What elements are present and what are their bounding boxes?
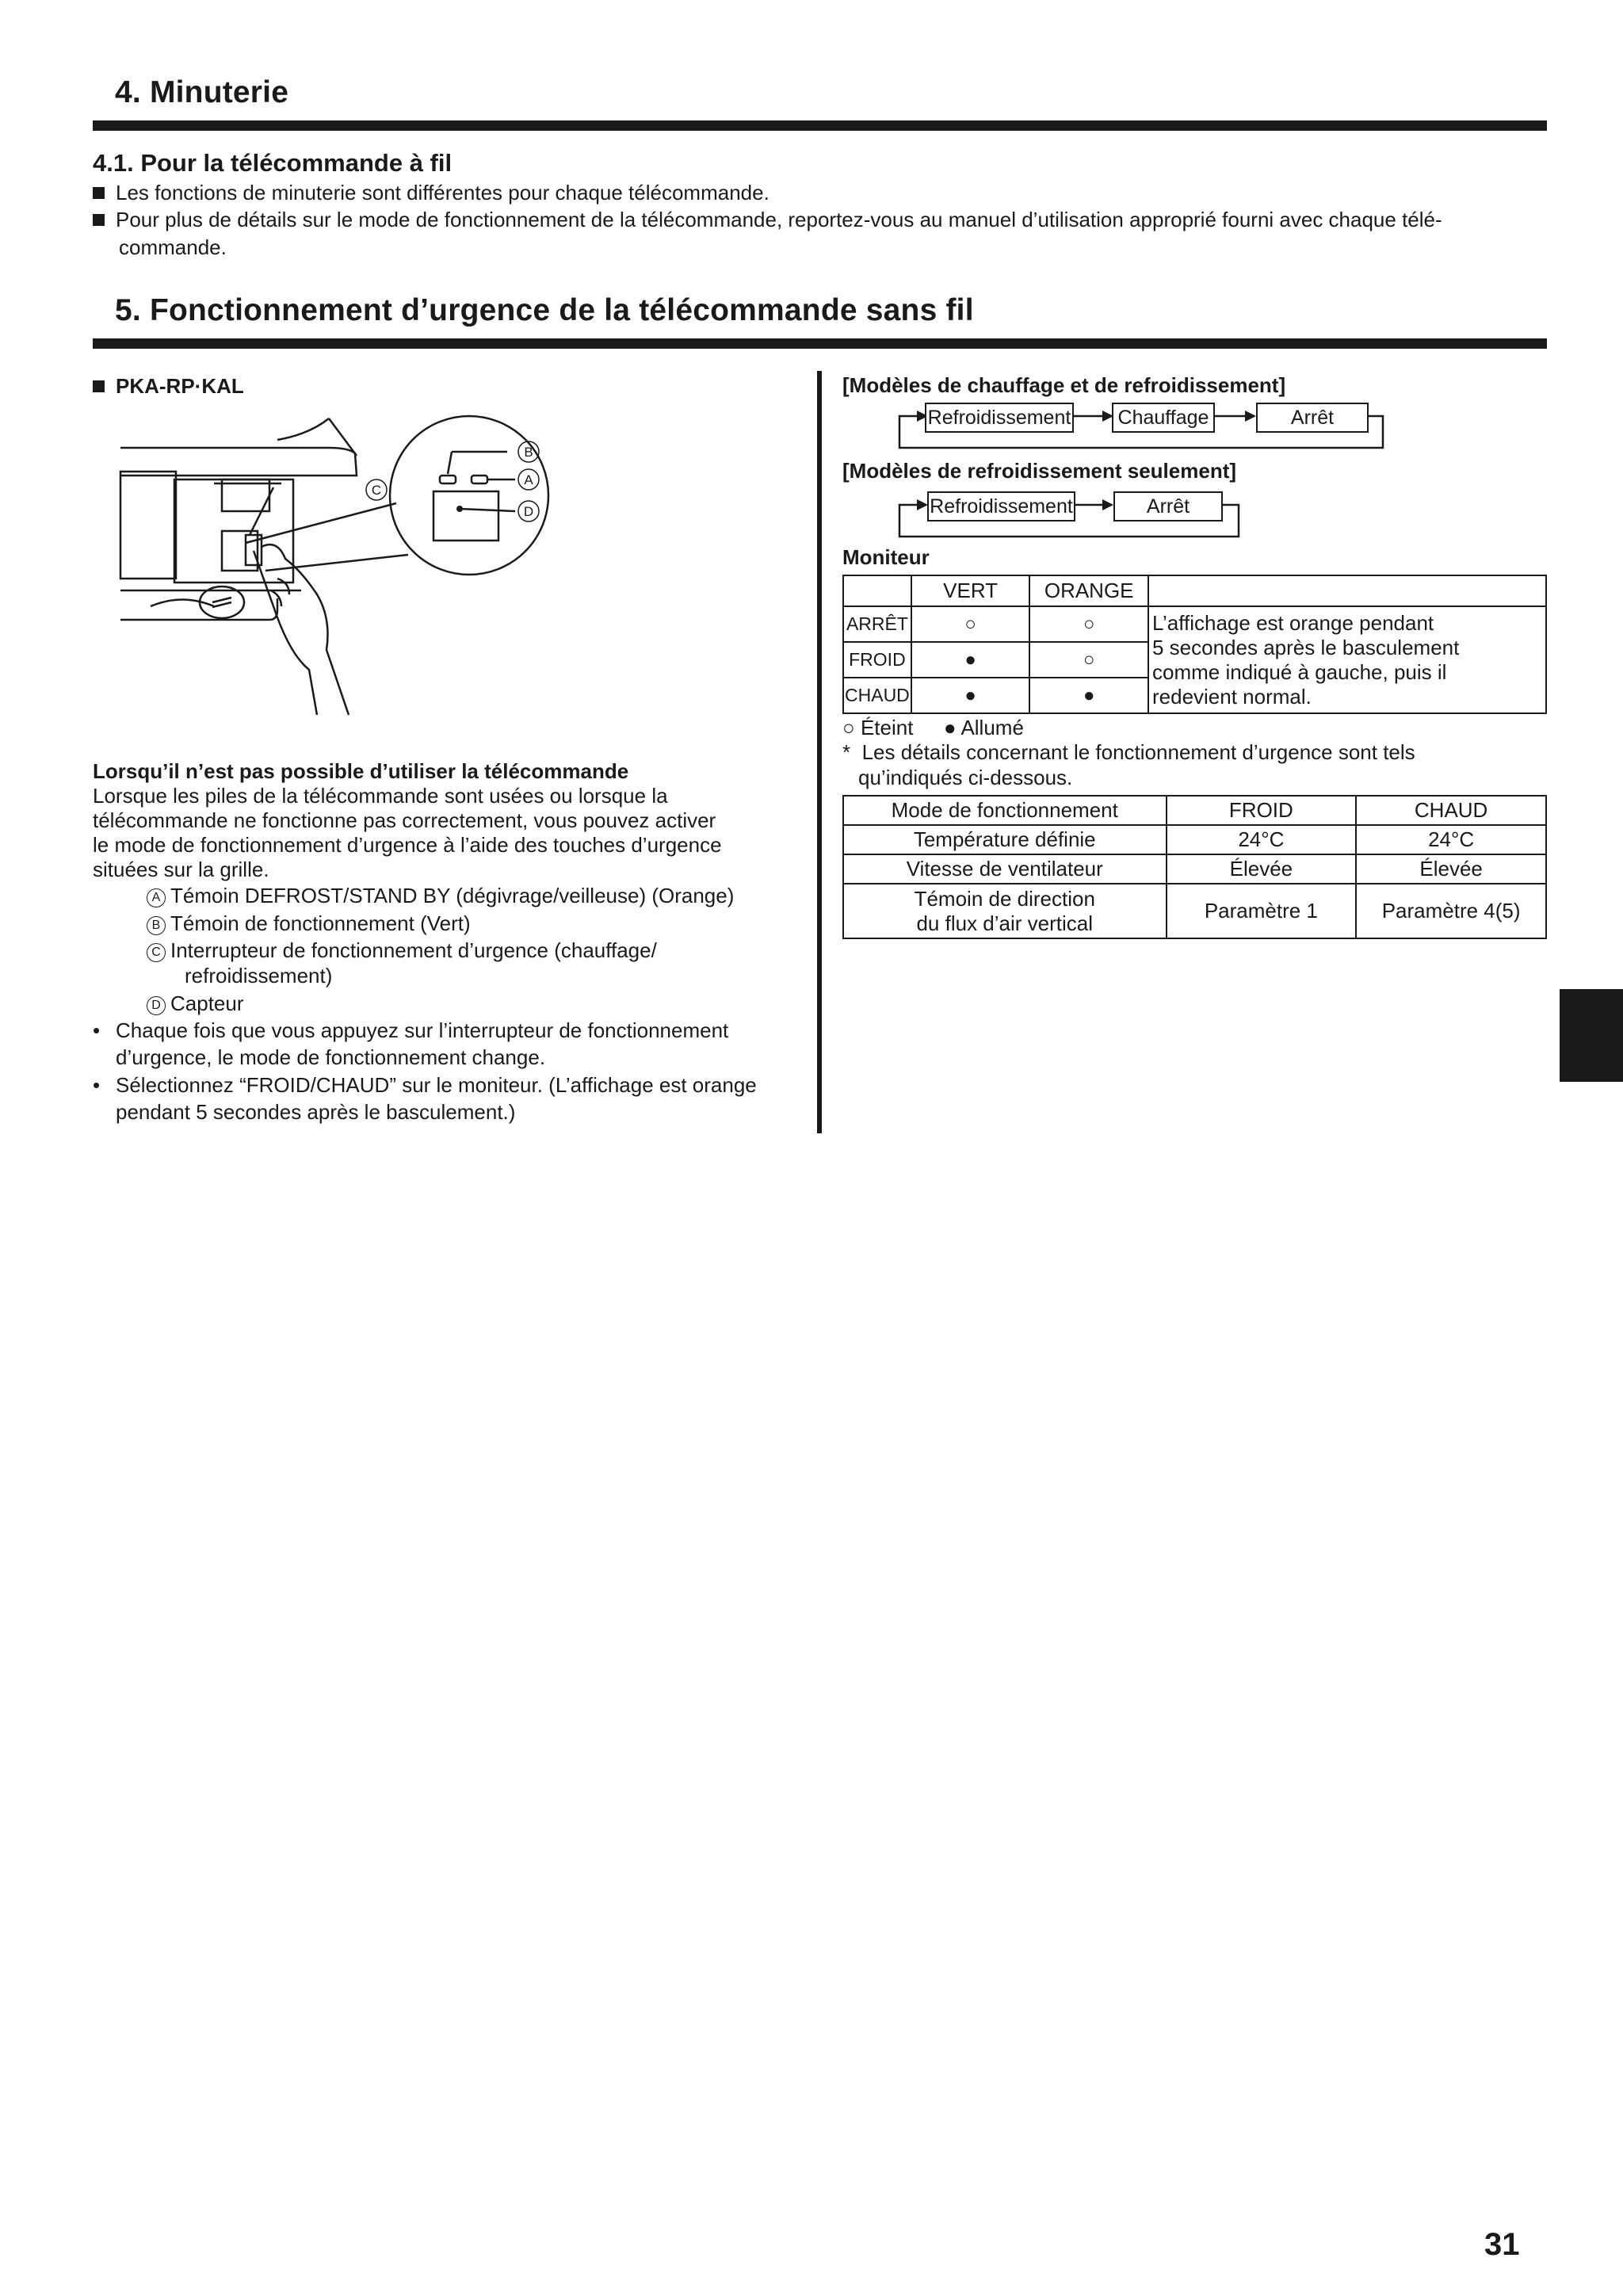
flow-step-arret: Arrêt <box>1256 403 1369 433</box>
modes-table <box>842 795 1547 939</box>
flow-step-refroidissement-2: Refroidissement <box>927 491 1075 521</box>
figure-label-b: B <box>524 445 533 460</box>
monitor-note-line: L’affichage est orange pendant <box>1151 610 1434 635</box>
legend-off: Éteint <box>860 716 914 739</box>
legend-on: Allumé <box>960 716 1024 739</box>
section5-rule <box>93 338 1547 349</box>
section4-bullet-1 <box>93 179 1574 206</box>
monitor-heading: Moniteur <box>842 545 930 569</box>
monitor-legend <box>842 714 1024 741</box>
emergency-switch-illustration <box>119 412 551 717</box>
page-number: 31 <box>1484 2227 1520 2262</box>
bullet-text: Les fonctions de minuterie sont différentes pour chaque télécommande. <box>116 181 769 204</box>
dot-item-2-line1: Sélectionnez “FROID/CHAUD” sur le moniteur. (L’affichage est orange <box>116 1073 757 1097</box>
circled-c-icon: C <box>147 943 166 962</box>
monitor-row-label: FROID <box>843 642 911 678</box>
modes-cell: 24°C <box>1356 825 1546 854</box>
modes-header: CHAUD <box>1356 796 1546 825</box>
figure-label-d: D <box>523 504 534 519</box>
legend-a <box>147 882 734 909</box>
note-heading: Lorsqu’il n’est pas possible d’utiliser la télécommande <box>93 759 629 783</box>
cool-only-heading: [Modèles de refroidissement seulement] <box>842 459 1237 483</box>
model-label <box>93 372 244 399</box>
dot-item-2-line2: pendant 5 secondes après le basculement.) <box>116 1100 516 1124</box>
dot-item-2: • <box>93 1073 101 1097</box>
legend-c-cont: refroidissement) <box>185 964 333 988</box>
footnote-line-2: qu’indiqués ci-dessous. <box>858 766 1073 789</box>
legend-b-text: Témoin de fonctionnement (Vert) <box>170 911 471 935</box>
section4-bullet-2 <box>93 206 1574 233</box>
monitor-note-line: 5 secondes après le basculement <box>1151 635 1460 659</box>
modes-cell: Température définie <box>843 825 1167 854</box>
legend-c-text: Interrupteur de fonctionnement d’urgence (chauffage/ <box>170 938 657 962</box>
figure-label-a: A <box>524 472 533 487</box>
modes-cell: Élevée <box>1167 854 1357 884</box>
note-line-1: Lorsque les piles de la télécommande sont usées ou lorsque la <box>93 784 668 808</box>
on-symbol-icon: ● <box>943 716 957 739</box>
circled-a-icon: A <box>147 888 166 907</box>
monitor-orange-state: ○ <box>1029 642 1148 678</box>
section4-title: 4. Minuterie <box>115 75 289 109</box>
flow-step-refroidissement: Refroidissement <box>925 403 1074 433</box>
col-vert: VERT <box>911 575 1030 606</box>
modes-header: Mode de fonctionnement <box>843 796 1167 825</box>
modes-cell: 24°C <box>1167 825 1357 854</box>
bullet-text: Pour plus de détails sur le mode de fonctionnement de la télécommande, reportez-vous au manuel d’utilisation approprié fourni avec chaque télé- <box>116 208 1442 231</box>
section41-title: 4.1. Pour la télécommande à fil <box>93 149 453 177</box>
legend-a-text: Témoin DEFROST/STAND BY (dégivrage/veilleuse) (Orange) <box>170 884 735 907</box>
modes-cell: Élevée <box>1356 854 1546 884</box>
figure-label-c: C <box>371 483 382 498</box>
chapter-tab <box>1560 989 1623 1082</box>
dot-item-1-line1: Chaque fois que vous appuyez sur l’interrupteur de fonctionnement <box>116 1018 729 1042</box>
modes-cell: Paramètre 1 <box>1167 884 1357 938</box>
monitor-row-label: ARRÊT <box>843 606 911 642</box>
bullet-square-icon <box>93 214 105 226</box>
flow-step-chauffage: Chauffage <box>1112 403 1215 433</box>
modes-header: FROID <box>1167 796 1357 825</box>
bullet-square-icon <box>93 187 105 199</box>
monitor-vert-state: ○ <box>911 606 1030 642</box>
monitor-orange-state: ○ <box>1029 606 1148 642</box>
section4-bullet-2-cont: commande. <box>119 235 227 259</box>
monitor-row-label: CHAUD <box>843 678 911 713</box>
monitor-table <box>842 575 1547 714</box>
airflow-label-line: Témoin de direction <box>914 886 1095 911</box>
section4-rule <box>93 120 1547 131</box>
dot-item-1-line2: d’urgence, le mode de fonctionnement change. <box>116 1045 546 1069</box>
dot-item-1: • <box>93 1018 101 1042</box>
circled-d-icon: D <box>147 996 166 1015</box>
modes-cell: Paramètre 4(5) <box>1356 884 1546 938</box>
monitor-note-line: redevient normal. <box>1151 684 1312 709</box>
legend-d <box>147 990 244 1017</box>
monitor-note-line: comme indiqué à gauche, puis il <box>1151 659 1447 684</box>
legend-b <box>147 910 471 937</box>
airflow-label-line: du flux d’air vertical <box>916 911 1094 935</box>
flow-step-arret-2: Arrêt <box>1113 491 1223 521</box>
circled-b-icon: B <box>147 916 166 935</box>
monitor-note <box>1148 606 1546 713</box>
bullet-square-icon <box>93 380 105 392</box>
note-line-3: le mode de fonctionnement d’urgence à l’aide des touches d’urgence <box>93 833 722 857</box>
model-text: PKA-RP·KAL <box>116 374 244 398</box>
section5-title: 5. Fonctionnement d’urgence de la télécommande sans fil <box>115 293 974 327</box>
monitor-vert-state: ● <box>911 678 1030 713</box>
monitor-orange-state: ● <box>1029 678 1148 713</box>
note-line-2: télécommande ne fonctionne pas correctement, vous pouvez activer <box>93 808 716 832</box>
footnote-line-1: * Les détails concernant le fonctionnement d’urgence sont tels <box>842 740 1415 764</box>
note-line-4: situées sur la grille. <box>93 858 269 881</box>
monitor-vert-state: ● <box>911 642 1030 678</box>
legend-d-text: Capteur <box>170 991 244 1015</box>
modes-cell: Vitesse de ventilateur <box>843 854 1167 884</box>
off-symbol-icon: ○ <box>842 716 855 739</box>
column-divider <box>817 371 822 1133</box>
modes-cell-airflow <box>843 884 1167 938</box>
legend-c <box>147 937 657 964</box>
col-orange: ORANGE <box>1029 575 1148 606</box>
heat-cool-heading: [Modèles de chauffage et de refroidissement] <box>842 373 1286 397</box>
